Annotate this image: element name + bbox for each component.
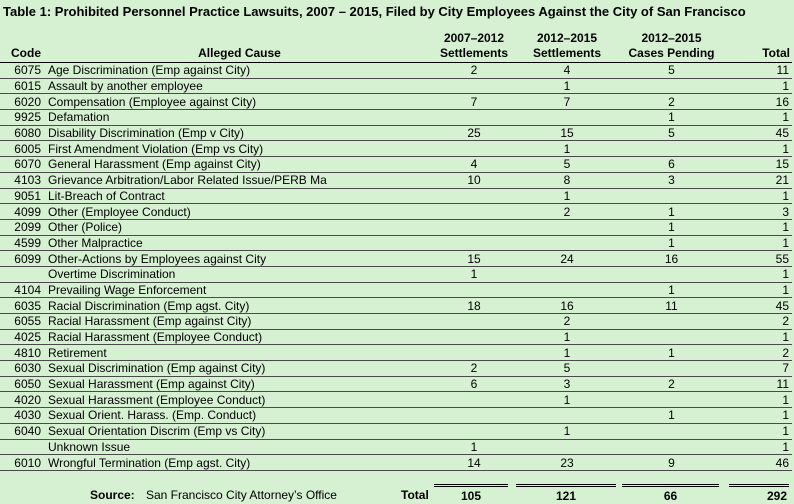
table-row — [0, 298, 792, 314]
cell-cases-pending: 16 — [620, 251, 723, 267]
header-settlements-2012-2015-period: 2012–2015 — [536, 31, 598, 45]
cell-total: 15 — [723, 157, 792, 173]
cell-settlements-2007-2012: 1 — [434, 439, 514, 455]
cell-code: 9051 — [0, 188, 45, 204]
cell-code: 4104 — [0, 282, 45, 298]
total-settlements-2007-2012: 105 — [434, 484, 508, 503]
cell-cases-pending: 1 — [620, 110, 723, 126]
total-settlements-2012-2015: 121 — [516, 484, 616, 503]
cell-code: 6099 — [0, 251, 45, 267]
cell-cases-pending: 1 — [620, 345, 723, 361]
source-text: San Francisco City Attorney’s Office — [146, 488, 337, 502]
table-row — [0, 94, 792, 110]
cell-total: 11 — [723, 63, 792, 79]
cell-total: 55 — [723, 251, 792, 267]
cell-cases-pending: 1 — [620, 282, 723, 298]
cell-cases-pending — [620, 329, 723, 345]
cell-settlements-2012-2015: 1 — [514, 392, 620, 408]
cell-alleged-cause: Lit-Breach of Contract — [45, 188, 434, 204]
header-settlements-2012-2015-label: Settlements — [532, 46, 602, 60]
cell-alleged-cause: Prevailing Wage Enforcement — [45, 282, 434, 298]
cell-code: 4103 — [0, 172, 45, 188]
table-row — [0, 125, 792, 141]
cell-code — [0, 439, 45, 455]
cell-alleged-cause: Unknown Issue — [45, 439, 434, 455]
cell-cases-pending — [620, 314, 723, 330]
cell-alleged-cause: Compensation (Employee against City) — [45, 94, 434, 110]
header-code: Code — [0, 30, 45, 63]
cell-cases-pending: 5 — [620, 125, 723, 141]
cell-total: 3 — [723, 204, 792, 220]
cell-code: 4025 — [0, 329, 45, 345]
cell-settlements-2007-2012 — [434, 345, 514, 361]
cell-code: 6035 — [0, 298, 45, 314]
table-row — [0, 282, 792, 298]
cell-settlements-2012-2015 — [514, 282, 620, 298]
cell-alleged-cause: Sexual Discrimination (Emp against City) — [45, 361, 434, 377]
cell-cases-pending: 9 — [620, 455, 723, 471]
table-row — [0, 63, 792, 79]
cell-total: 16 — [723, 94, 792, 110]
cell-alleged-cause: Wrongful Termination (Emp agst. City) — [45, 455, 434, 471]
cell-settlements-2012-2015: 16 — [514, 298, 620, 314]
cell-total: 1 — [723, 235, 792, 251]
header-cases-pending — [620, 30, 723, 63]
cell-code: 9925 — [0, 110, 45, 126]
cell-total: 21 — [723, 172, 792, 188]
table-row — [0, 314, 792, 330]
table-footer — [0, 484, 794, 504]
cell-settlements-2012-2015 — [514, 439, 620, 455]
cell-settlements-2007-2012 — [434, 329, 514, 345]
cell-alleged-cause: Defamation — [45, 110, 434, 126]
cell-settlements-2012-2015: 1 — [514, 423, 620, 439]
cell-settlements-2012-2015: 5 — [514, 157, 620, 173]
cell-cases-pending — [620, 423, 723, 439]
cell-code: 6005 — [0, 141, 45, 157]
cell-settlements-2007-2012 — [434, 282, 514, 298]
cell-cases-pending: 1 — [620, 204, 723, 220]
cell-cases-pending — [620, 439, 723, 455]
cell-cases-pending: 6 — [620, 157, 723, 173]
table-row — [0, 172, 792, 188]
cell-total: 45 — [723, 125, 792, 141]
cell-alleged-cause: Racial Harassment (Employee Conduct) — [45, 329, 434, 345]
cell-settlements-2007-2012: 10 — [434, 172, 514, 188]
cell-total: 1 — [723, 439, 792, 455]
cell-settlements-2007-2012 — [434, 408, 514, 424]
cell-alleged-cause: Other (Police) — [45, 219, 434, 235]
cell-settlements-2012-2015: 3 — [514, 376, 620, 392]
cell-settlements-2007-2012 — [434, 110, 514, 126]
cell-settlements-2007-2012: 15 — [434, 251, 514, 267]
table-row — [0, 157, 792, 173]
header-settlements-2007-2012-label: Settlements — [439, 46, 509, 60]
cell-alleged-cause: Racial Harassment (Emp against City) — [45, 314, 434, 330]
cell-alleged-cause: Racial Discrimination (Emp agst. City) — [45, 298, 434, 314]
table-row — [0, 110, 792, 126]
cell-settlements-2007-2012: 4 — [434, 157, 514, 173]
cell-alleged-cause: Overtime Discrimination — [45, 266, 434, 282]
cell-total: 7 — [723, 361, 792, 377]
cell-alleged-cause: Grievance Arbitration/Labor Related Issue/PERB Ma — [45, 172, 434, 188]
table-row — [0, 345, 792, 361]
cell-cases-pending — [620, 188, 723, 204]
cell-settlements-2007-2012 — [434, 78, 514, 94]
cell-alleged-cause: Sexual Harassment (Emp against City) — [45, 376, 434, 392]
cell-alleged-cause: General Harassment (Emp against City) — [45, 157, 434, 173]
cell-cases-pending: 2 — [620, 376, 723, 392]
cell-settlements-2012-2015: 24 — [514, 251, 620, 267]
cell-alleged-cause: Retirement — [45, 345, 434, 361]
cell-settlements-2007-2012: 1 — [434, 266, 514, 282]
cell-alleged-cause: Disability Discrimination (Emp v City) — [45, 125, 434, 141]
cell-total: 45 — [723, 298, 792, 314]
cell-settlements-2007-2012: 14 — [434, 455, 514, 471]
header-settlements-2012-2015 — [514, 30, 620, 63]
header-total: Total — [723, 30, 792, 63]
cell-total: 11 — [723, 376, 792, 392]
cell-cases-pending — [620, 392, 723, 408]
cell-cases-pending — [620, 361, 723, 377]
cell-settlements-2012-2015: 1 — [514, 78, 620, 94]
cell-settlements-2012-2015: 1 — [514, 188, 620, 204]
total-label: Total — [401, 488, 429, 502]
header-cases-pending-label: Cases Pending — [628, 46, 715, 60]
cell-code: 6070 — [0, 157, 45, 173]
cell-total: 2 — [723, 345, 792, 361]
cell-settlements-2007-2012 — [434, 235, 514, 251]
cell-settlements-2007-2012 — [434, 219, 514, 235]
cell-settlements-2012-2015 — [514, 266, 620, 282]
header-settlements-2007-2012-period: 2007–2012 — [443, 31, 505, 45]
cell-alleged-cause: Sexual Orient. Harass. (Emp. Conduct) — [45, 408, 434, 424]
cell-total: 2 — [723, 314, 792, 330]
cell-code: 6080 — [0, 125, 45, 141]
cell-settlements-2012-2015: 4 — [514, 63, 620, 79]
cell-total: 1 — [723, 219, 792, 235]
cell-settlements-2007-2012 — [434, 204, 514, 220]
table-row — [0, 219, 792, 235]
table-row — [0, 361, 792, 377]
table-header-row — [0, 30, 792, 63]
cell-code: 6040 — [0, 423, 45, 439]
table-row — [0, 266, 792, 282]
cell-code: 4030 — [0, 408, 45, 424]
total-cases-pending: 66 — [622, 484, 719, 503]
cell-alleged-cause: Other-Actions by Employees against City — [45, 251, 434, 267]
cell-settlements-2012-2015 — [514, 110, 620, 126]
table-row — [0, 329, 792, 345]
cell-alleged-cause: Sexual Orientation Discrim (Emp vs City) — [45, 423, 434, 439]
cell-settlements-2012-2015 — [514, 219, 620, 235]
table-row — [0, 141, 792, 157]
cell-settlements-2012-2015 — [514, 408, 620, 424]
cell-code: 6010 — [0, 455, 45, 471]
table-row — [0, 78, 792, 94]
header-cases-pending-period: 2012–2015 — [641, 31, 702, 45]
cell-total: 1 — [723, 110, 792, 126]
cell-code: 4599 — [0, 235, 45, 251]
table-body — [0, 63, 792, 471]
cell-settlements-2007-2012: 6 — [434, 376, 514, 392]
cell-settlements-2012-2015: 15 — [514, 125, 620, 141]
cell-cases-pending — [620, 266, 723, 282]
cell-settlements-2007-2012: 18 — [434, 298, 514, 314]
table-row — [0, 455, 792, 471]
cell-cases-pending: 5 — [620, 63, 723, 79]
table-row — [0, 408, 792, 424]
cell-settlements-2007-2012 — [434, 314, 514, 330]
cell-cases-pending: 3 — [620, 172, 723, 188]
table-row — [0, 204, 792, 220]
cell-code: 6055 — [0, 314, 45, 330]
table-row — [0, 392, 792, 408]
cell-settlements-2007-2012 — [434, 141, 514, 157]
cell-settlements-2012-2015: 8 — [514, 172, 620, 188]
cell-alleged-cause: Sexual Harassment (Employee Conduct) — [45, 392, 434, 408]
table-row — [0, 188, 792, 204]
cell-code: 2099 — [0, 219, 45, 235]
cell-alleged-cause: Age Discrimination (Emp against City) — [45, 63, 434, 79]
table-row — [0, 439, 792, 455]
table-row — [0, 423, 792, 439]
cell-settlements-2007-2012 — [434, 188, 514, 204]
table-title: Table 1: Prohibited Personnel Practice Lawsuits, 2007 – 2015, Filed by City Employees Against the City of San Francisco — [3, 4, 746, 19]
cell-code: 6020 — [0, 94, 45, 110]
cell-code: 4099 — [0, 204, 45, 220]
cell-settlements-2012-2015: 7 — [514, 94, 620, 110]
cell-settlements-2012-2015 — [514, 235, 620, 251]
cell-alleged-cause: Assault by another employee — [45, 78, 434, 94]
cell-settlements-2007-2012: 2 — [434, 63, 514, 79]
cell-cases-pending: 1 — [620, 408, 723, 424]
table-row — [0, 376, 792, 392]
source-label: Source: — [90, 488, 135, 502]
cell-settlements-2012-2015: 5 — [514, 361, 620, 377]
cell-total: 1 — [723, 188, 792, 204]
cell-settlements-2007-2012: 7 — [434, 94, 514, 110]
cell-total: 1 — [723, 392, 792, 408]
cell-code: 6050 — [0, 376, 45, 392]
cell-settlements-2007-2012: 25 — [434, 125, 514, 141]
grand-total: 292 — [729, 484, 789, 503]
cell-code: 6030 — [0, 361, 45, 377]
cell-alleged-cause: Other (Employee Conduct) — [45, 204, 434, 220]
cell-total: 1 — [723, 408, 792, 424]
cell-settlements-2012-2015: 2 — [514, 314, 620, 330]
cell-cases-pending: 11 — [620, 298, 723, 314]
cell-settlements-2012-2015: 23 — [514, 455, 620, 471]
cell-cases-pending — [620, 141, 723, 157]
cell-settlements-2012-2015: 1 — [514, 141, 620, 157]
cell-cases-pending: 1 — [620, 235, 723, 251]
cell-code: 6075 — [0, 63, 45, 79]
cell-cases-pending — [620, 78, 723, 94]
cell-settlements-2007-2012: 2 — [434, 361, 514, 377]
cell-settlements-2012-2015: 1 — [514, 345, 620, 361]
cell-code — [0, 266, 45, 282]
cell-total: 46 — [723, 455, 792, 471]
cell-alleged-cause: First Amendment Violation (Emp vs City) — [45, 141, 434, 157]
cell-total: 1 — [723, 282, 792, 298]
cell-cases-pending: 2 — [620, 94, 723, 110]
cell-total: 1 — [723, 266, 792, 282]
header-settlements-2007-2012 — [434, 30, 514, 63]
cell-settlements-2012-2015: 2 — [514, 204, 620, 220]
cell-total: 1 — [723, 423, 792, 439]
cell-code: 4020 — [0, 392, 45, 408]
cell-code: 4810 — [0, 345, 45, 361]
cell-settlements-2007-2012 — [434, 392, 514, 408]
cell-total: 1 — [723, 329, 792, 345]
cell-code: 6015 — [0, 78, 45, 94]
cell-total: 1 — [723, 141, 792, 157]
table-row — [0, 251, 792, 267]
lawsuits-table — [0, 30, 792, 471]
cell-alleged-cause: Other Malpractice — [45, 235, 434, 251]
cell-total: 1 — [723, 78, 792, 94]
header-alleged-cause: Alleged Cause — [45, 30, 434, 63]
table-row — [0, 235, 792, 251]
cell-settlements-2012-2015: 1 — [514, 329, 620, 345]
cell-settlements-2007-2012 — [434, 423, 514, 439]
cell-cases-pending: 1 — [620, 219, 723, 235]
